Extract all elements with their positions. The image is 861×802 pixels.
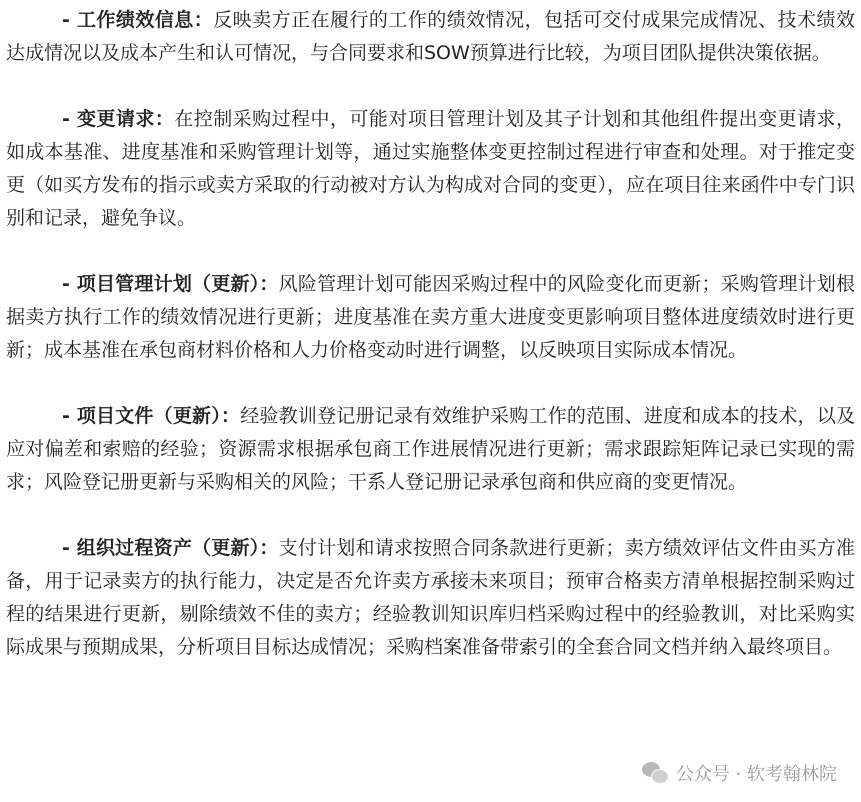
paragraph-label: 组织过程资产（更新）： [76, 537, 279, 559]
watermark [642, 760, 837, 786]
bullet-dash: - [62, 9, 77, 31]
paragraph-text: 风险管理计划可能因采购过程中的风险变化而更新；采购管理计划根据卖方执行工作的绩效情况进行更新；进度基准在卖方重大进度变更影响项目整体进度绩效时进行更新；成本基准在承包商材料价格和人力价格变动时进行调整，以反映项目实际成本情况。 [6, 273, 855, 361]
paragraph-label: 变更请求： [76, 108, 175, 130]
paragraph-label: 项目管理计划（更新）： [76, 273, 279, 295]
paragraph-text: 支付计划和请求按照合同条款进行更新；卖方绩效评估文件由买方准备，用于记录卖方的执行能力，决定是否允许卖方承接未来项目；预审合格卖方清单根据控制采购过程的结果进行更新，剔除绩效不佳的卖方；经验教训知识库归档采购过程中的经验教训，对比采购实际成果与预期成果，分析项目目标达成情况；采购档案准备带索引的全套合同文档并纳入最终项目。 [6, 537, 855, 658]
bullet-dash: - [62, 405, 77, 427]
document-body [6, 4, 855, 697]
bullet-dash: - [62, 108, 77, 130]
paragraph-label: 项目文件（更新）： [76, 405, 241, 427]
paragraph-work-performance-info [6, 4, 855, 70]
paragraph-label: 工作绩效信息： [76, 9, 214, 31]
paragraph-text: 在控制采购过程中，可能对项目管理计划及其子计划和其他组件提出变更请求，如成本基准、进度基准和采购管理计划等，通过实施整体变更控制过程进行审查和处理。对于推定变更（如买方发布的指示或卖方采取的行动被对方认为构成对合同的变更），应在项目往来函件中专门识别和记录，避免争议。 [6, 108, 855, 229]
paragraph-project-management-plan-updates [6, 268, 855, 367]
bullet-dash: - [62, 273, 77, 295]
paragraph-text: 经验教训登记册记录有效维护采购工作的范围、进度和成本的技术，以及应对偏差和索赔的经验；资源需求根据承包商工作进展情况进行更新；需求跟踪矩阵记录已实现的需求；风险登记册更新与采购相关的风险；干系人登记册记录承包商和供应商的变更情况。 [6, 405, 855, 493]
paragraph-change-requests [6, 103, 855, 235]
wechat-icon [642, 762, 668, 784]
bullet-dash: - [62, 537, 77, 559]
paragraph-project-documents-updates [6, 400, 855, 499]
paragraph-text: 反映卖方正在履行的工作的绩效情况，包括可交付成果完成情况、技术绩效达成情况以及成本产生和认可情况，与合同要求和SOW预算进行比较，为项目团队提供决策依据。 [6, 9, 855, 64]
paragraph-organizational-process-assets-updates [6, 532, 855, 664]
watermark-text: 公众号 · 软考翰林院 [675, 764, 837, 785]
